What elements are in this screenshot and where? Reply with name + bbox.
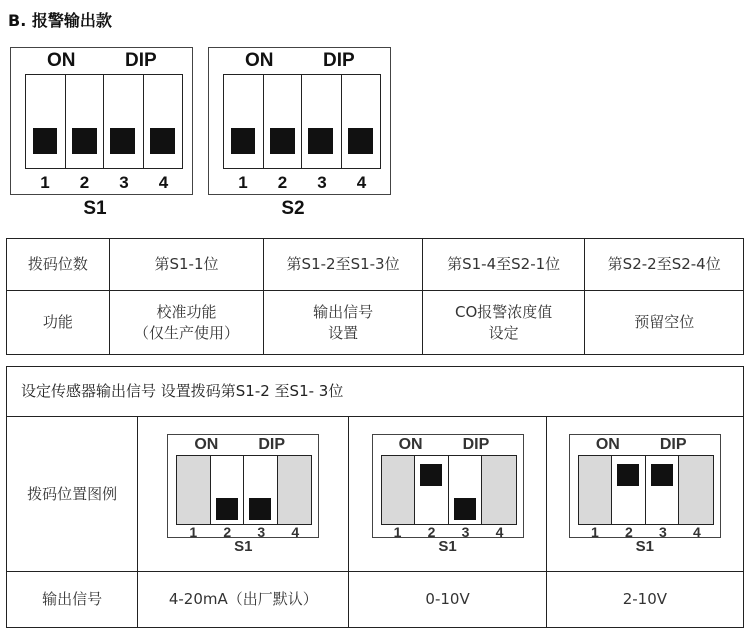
switch-number: 2 bbox=[79, 173, 90, 192]
dip-name: S1 bbox=[438, 538, 457, 555]
switch-row bbox=[381, 455, 517, 525]
switch-1 bbox=[382, 456, 416, 524]
switch-number: 2 bbox=[624, 524, 633, 540]
switch-1 bbox=[579, 456, 613, 524]
dip-name: S1 bbox=[234, 538, 253, 555]
row-label: 输出信号 bbox=[7, 572, 138, 628]
diagram-cell bbox=[349, 417, 546, 572]
switch-2 bbox=[612, 456, 646, 524]
switch-row bbox=[578, 455, 714, 525]
switch-knob bbox=[231, 128, 255, 154]
switch-4 bbox=[482, 456, 515, 524]
switch-row bbox=[223, 74, 381, 169]
section-heading: B. 报警输出款 bbox=[8, 11, 112, 30]
switch-3 bbox=[302, 75, 342, 168]
dip-label: DIP bbox=[323, 50, 355, 71]
switch-number: 3 bbox=[119, 173, 129, 192]
switch-number: 3 bbox=[257, 524, 266, 540]
switch-number: 2 bbox=[223, 524, 232, 540]
switch-4 bbox=[144, 75, 183, 168]
header-cell: 第S1-2至S1-3位 bbox=[264, 239, 423, 291]
switch-number: 3 bbox=[658, 524, 667, 540]
function-cell: 预留空位 bbox=[585, 291, 744, 355]
switch-number: 2 bbox=[427, 524, 436, 540]
switch-knob bbox=[216, 498, 238, 520]
switch-1 bbox=[177, 456, 211, 524]
switch-knob bbox=[270, 128, 295, 154]
switch-3 bbox=[646, 456, 680, 524]
switch-4 bbox=[278, 456, 311, 524]
on-label: ON bbox=[47, 50, 76, 71]
switch-2 bbox=[415, 456, 449, 524]
switch-3 bbox=[449, 456, 483, 524]
dip-diagram-2 bbox=[372, 434, 524, 554]
dip-label: DIP bbox=[125, 50, 157, 71]
switch-knob bbox=[110, 128, 135, 154]
switch-knob bbox=[454, 498, 476, 520]
switch-number: 1 bbox=[393, 524, 402, 540]
switch-numbers bbox=[223, 173, 381, 193]
function-cell: CO报警浓度值 设定 bbox=[422, 291, 585, 355]
switch-number: 1 bbox=[238, 173, 248, 192]
switch-2 bbox=[66, 75, 105, 168]
header-cell: 第S1-1位 bbox=[109, 239, 264, 291]
switch-knob bbox=[308, 128, 333, 154]
dip-frame bbox=[569, 434, 721, 538]
dip-frame bbox=[167, 434, 319, 538]
dip-name: S1 bbox=[635, 538, 655, 555]
table-title: 设定传感器输出信号 设置拨码第S1-2 至S1- 3位 bbox=[7, 367, 744, 417]
diagram-cell bbox=[546, 417, 743, 572]
switch-number: 1 bbox=[40, 173, 50, 192]
output-value: 0-10V bbox=[349, 572, 546, 628]
switch-3 bbox=[244, 456, 278, 524]
switch-knob bbox=[617, 464, 639, 486]
dip-frame bbox=[372, 434, 524, 538]
switch-number: 1 bbox=[590, 524, 599, 540]
switch-row bbox=[176, 455, 312, 525]
switch-knob bbox=[249, 498, 271, 520]
switch-knob bbox=[33, 128, 57, 154]
switch-number: 4 bbox=[692, 524, 701, 540]
header-cell: 拨码位数 bbox=[7, 239, 110, 291]
output-signal-table bbox=[6, 366, 744, 628]
dip-label: DIP bbox=[462, 436, 490, 453]
switch-row bbox=[25, 74, 183, 169]
switch-knob bbox=[150, 128, 175, 154]
switch-number: 1 bbox=[189, 524, 198, 540]
switch-number: 3 bbox=[317, 173, 327, 192]
on-label: ON bbox=[245, 50, 274, 71]
switch-number: 2 bbox=[277, 173, 288, 192]
switch-number: 4 bbox=[356, 173, 367, 192]
dip-name-s2: S2 bbox=[281, 198, 305, 219]
switch-number: 3 bbox=[461, 524, 470, 540]
switch-knob bbox=[651, 464, 673, 486]
switch-knob bbox=[348, 128, 373, 154]
dip-switch-s2 bbox=[208, 47, 391, 195]
output-value: 2-10V bbox=[546, 572, 743, 628]
on-label: ON bbox=[398, 436, 423, 453]
dip-diagram-1 bbox=[167, 434, 319, 554]
dip-label: DIP bbox=[659, 436, 687, 453]
switch-numbers bbox=[25, 173, 183, 193]
function-cell: 功能 bbox=[7, 291, 110, 355]
function-cell: 校准功能 （仅生产使用） bbox=[109, 291, 264, 355]
row-label: 拨码位置图例 bbox=[7, 417, 138, 572]
switch-3 bbox=[104, 75, 144, 168]
on-label: ON bbox=[194, 436, 219, 453]
switch-number: 4 bbox=[291, 524, 300, 540]
switch-4 bbox=[679, 456, 712, 524]
dip-diagram-3 bbox=[569, 434, 721, 554]
on-label: ON bbox=[595, 436, 620, 453]
switch-1 bbox=[26, 75, 66, 168]
switch-1 bbox=[224, 75, 264, 168]
switch-4 bbox=[342, 75, 381, 168]
switch-2 bbox=[264, 75, 303, 168]
header-cell: 第S1-4至S2-1位 bbox=[422, 239, 585, 291]
dip-name-s1: S1 bbox=[83, 198, 107, 219]
header-cell: 第S2-2至S2-4位 bbox=[585, 239, 744, 291]
output-value: 4-20mA（出厂默认） bbox=[138, 572, 349, 628]
dip-switch-s1 bbox=[10, 47, 193, 195]
switch-number: 4 bbox=[495, 524, 504, 540]
switch-knob bbox=[420, 464, 442, 486]
switch-number: 4 bbox=[158, 173, 169, 192]
dip-function-table bbox=[6, 238, 744, 355]
function-cell: 输出信号 设置 bbox=[264, 291, 423, 355]
switch-2 bbox=[211, 456, 245, 524]
switch-knob bbox=[72, 128, 97, 154]
diagram-cell bbox=[138, 417, 349, 572]
dip-label: DIP bbox=[258, 436, 285, 453]
